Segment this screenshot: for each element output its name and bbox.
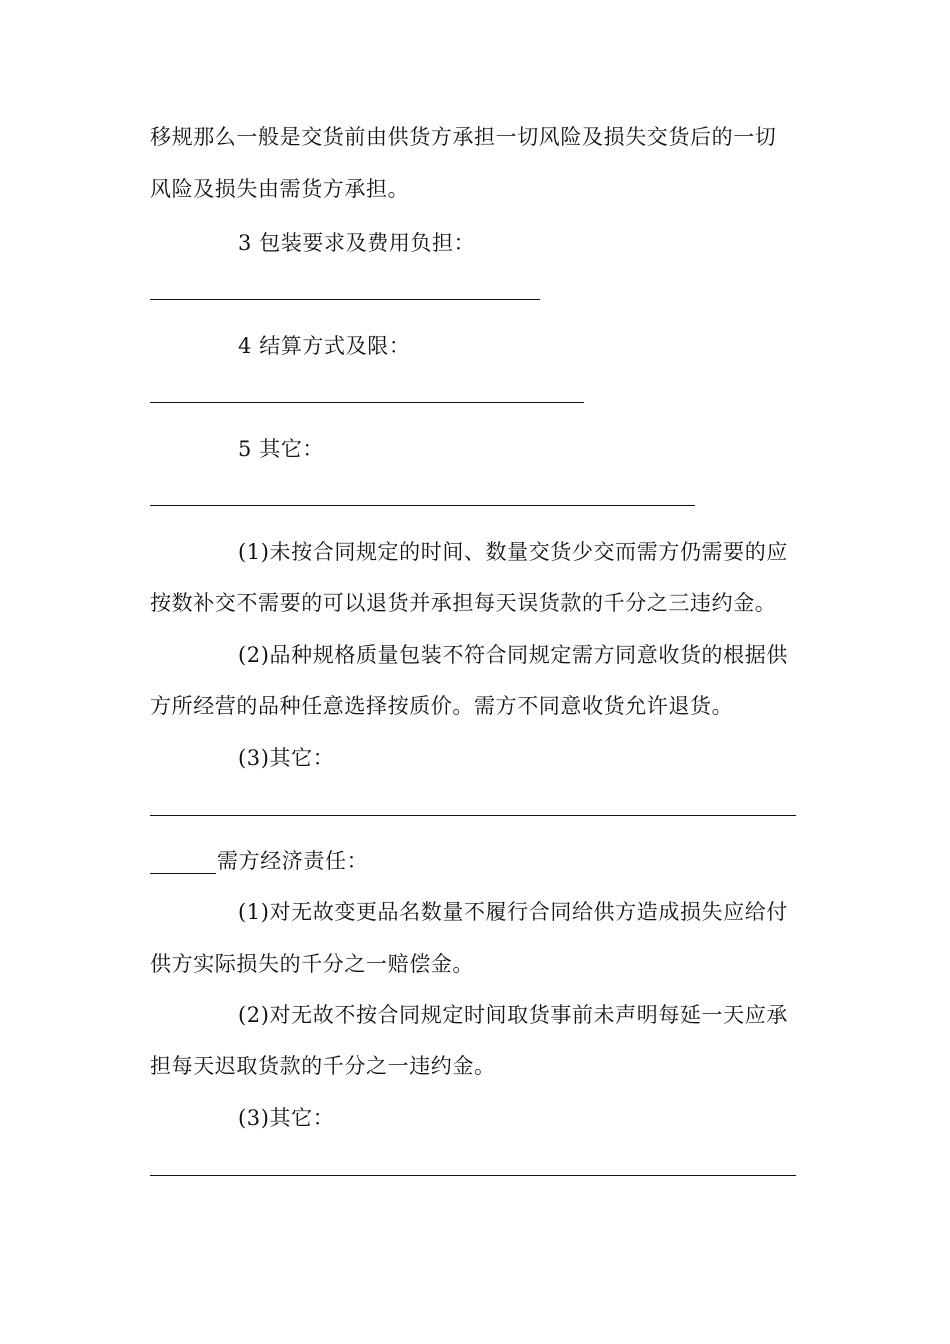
paragraph-line: (3)其它： (238, 746, 335, 770)
paragraph-line: 供方实际损失的千分之一赔偿金。 (150, 952, 474, 976)
paragraph-line: 移规那么一般是交货前由供货方承担一切风险及损失交货后的一切 (150, 125, 777, 149)
section-heading-buyer-liability (150, 847, 368, 875)
paragraph-line: (2)对无故不按合同规定时间取货事前未声明每延一天应承 (238, 1003, 788, 1027)
section-heading-text: 需方经济责任： (217, 849, 369, 873)
blank-fill-line (150, 873, 216, 874)
paragraph-line: 按数补交不需要的可以退货并承担每天误货款的千分之三违约金。 (150, 591, 777, 615)
paragraph-line: 担每天迟取货款的千分之一违约金。 (150, 1054, 496, 1078)
paragraph-line: (2)品种规格质量包装不符合同规定需方同意收货的根据供 (238, 643, 788, 667)
paragraph-line: 风险及损失由需货方承担。 (150, 177, 410, 201)
blank-fill-line (150, 505, 695, 506)
blank-fill-line (150, 1175, 796, 1176)
clause-heading-other: 5 其它： (238, 437, 325, 461)
paragraph-line: 方所经营的品种任意选择按质价。需方不同意收货允许退货。 (150, 694, 734, 718)
paragraph-line: (3)其它： (238, 1106, 335, 1130)
blank-fill-line (150, 299, 540, 300)
paragraph-line: (1)未按合同规定的时间、数量交货少交而需方仍需要的应 (238, 540, 788, 564)
clause-heading-settlement: 4 结算方式及限： (238, 334, 411, 358)
blank-fill-line (150, 402, 584, 403)
blank-fill-line (150, 815, 796, 816)
paragraph-line: (1)对无故变更品名数量不履行合同给供方造成损失应给付 (238, 900, 788, 924)
clause-heading-packaging: 3 包装要求及费用负担： (238, 231, 476, 255)
